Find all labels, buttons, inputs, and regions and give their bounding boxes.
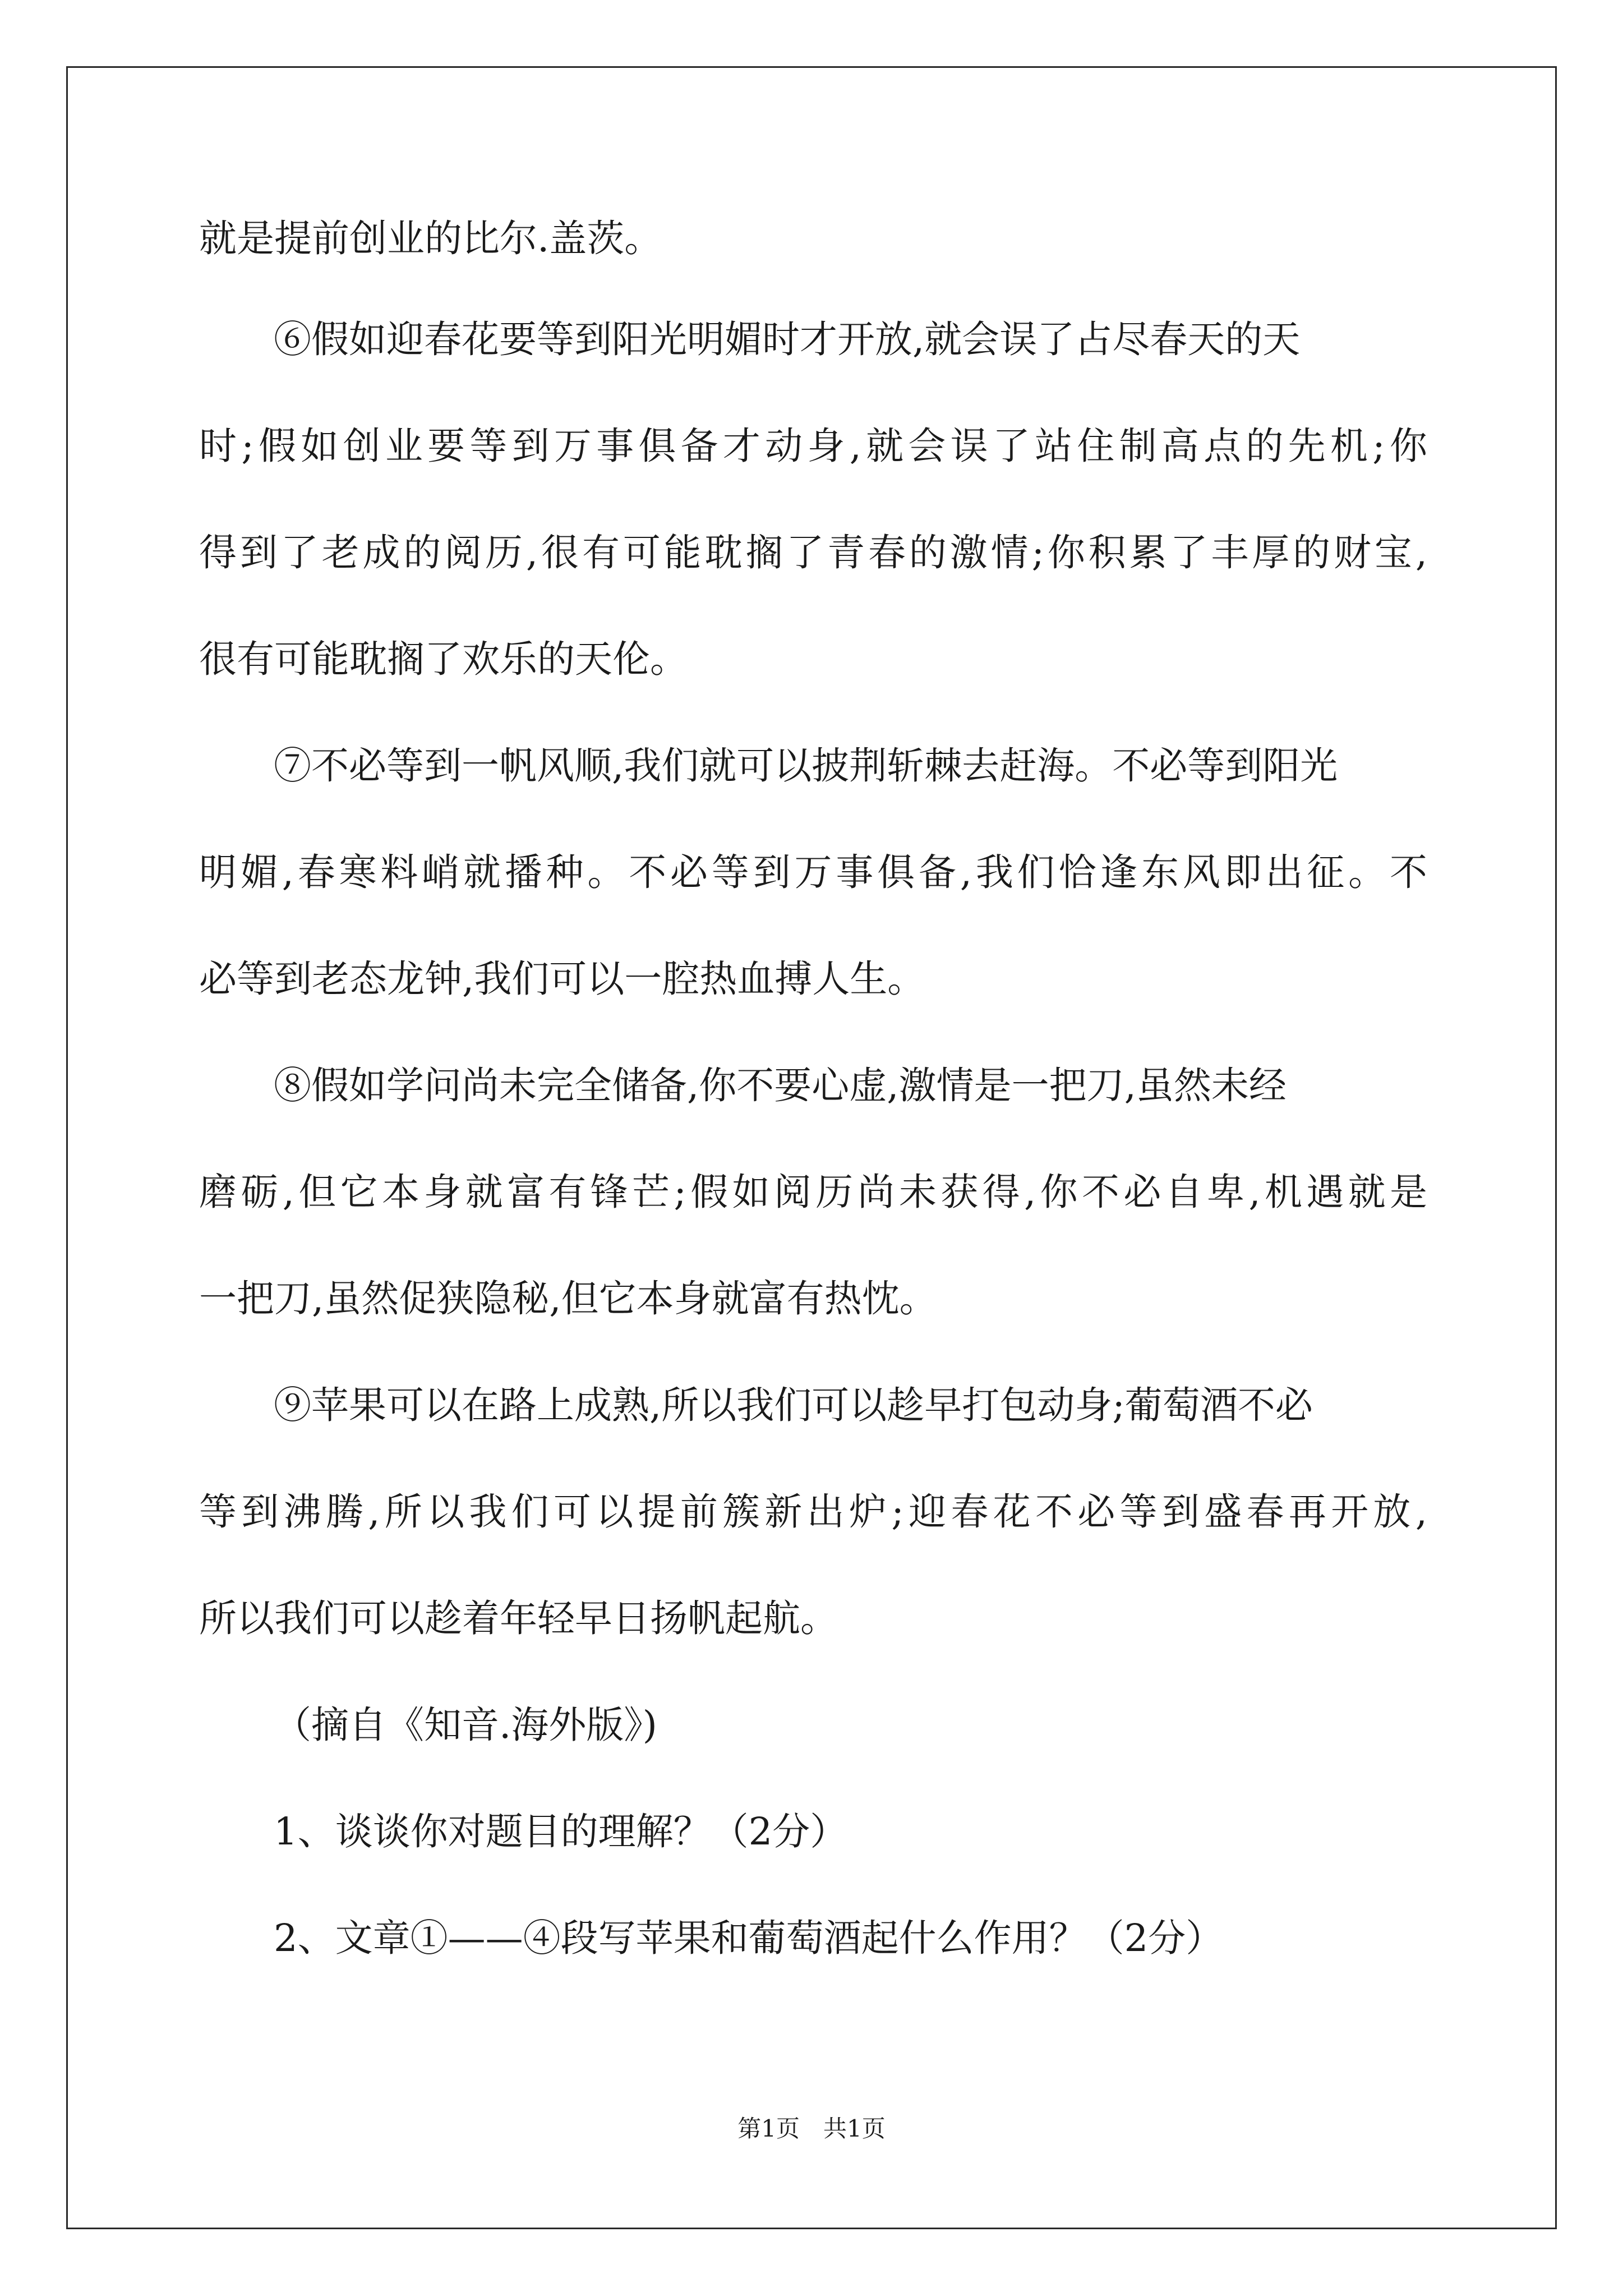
text-line: 所以我们可以趁着年轻早日扬帆起航。 xyxy=(199,1596,838,1640)
page-border xyxy=(66,66,1557,2229)
text-line: 时;假如创业要等到万事俱备才动身,就会误了站住制高点的先机;你 xyxy=(199,424,1427,468)
question-2: 2、文章①——④段写苹果和葡萄酒起什么作用？（2分） xyxy=(274,1916,1224,1960)
page-number-footer: 第1页 共1页 xyxy=(737,2115,886,2142)
text-line: 必等到老态龙钟,我们可以一腔热血搏人生。 xyxy=(199,957,925,1001)
text-line: 就是提前创业的比尔.盖茨。 xyxy=(199,217,662,260)
text-line: 明媚,春寒料峭就播种。不必等到万事俱备,我们恰逢东风即出征。不 xyxy=(199,850,1427,894)
text-line: ⑦不必等到一帆风顺,我们就可以披荆斩棘去赶海。不必等到阳光 xyxy=(274,744,1338,788)
question-1: 1、谈谈你对题目的理解？（2分） xyxy=(274,1810,848,1853)
text-line: 很有可能耽搁了欢乐的天伦。 xyxy=(199,637,688,681)
source-citation: （摘自《知音.海外版》) xyxy=(274,1703,657,1747)
text-line: 一把刀,虽然促狭隐秘,但它本身就富有热忱。 xyxy=(199,1277,937,1320)
text-line: ⑨苹果可以在路上成熟,所以我们可以趁早打包动身;葡萄酒不必 xyxy=(274,1383,1313,1427)
text-line: 得到了老成的阅历,很有可能耽搁了青春的激情;你积累了丰厚的财宝, xyxy=(199,531,1427,574)
text-line: 等到沸腾,所以我们可以提前簇新出炉;迎春花不必等到盛春再开放, xyxy=(199,1490,1427,1534)
text-line: ⑥假如迎春花要等到阳光明媚时才开放,就会误了占尽春天的天 xyxy=(274,318,1301,361)
text-line: 磨砺,但它本身就富有锋芒;假如阅历尚未获得,你不必自卑,机遇就是 xyxy=(199,1170,1427,1214)
text-line: ⑧假如学问尚未完全储备,你不要心虚,激情是一把刀,虽然未经 xyxy=(274,1064,1287,1107)
